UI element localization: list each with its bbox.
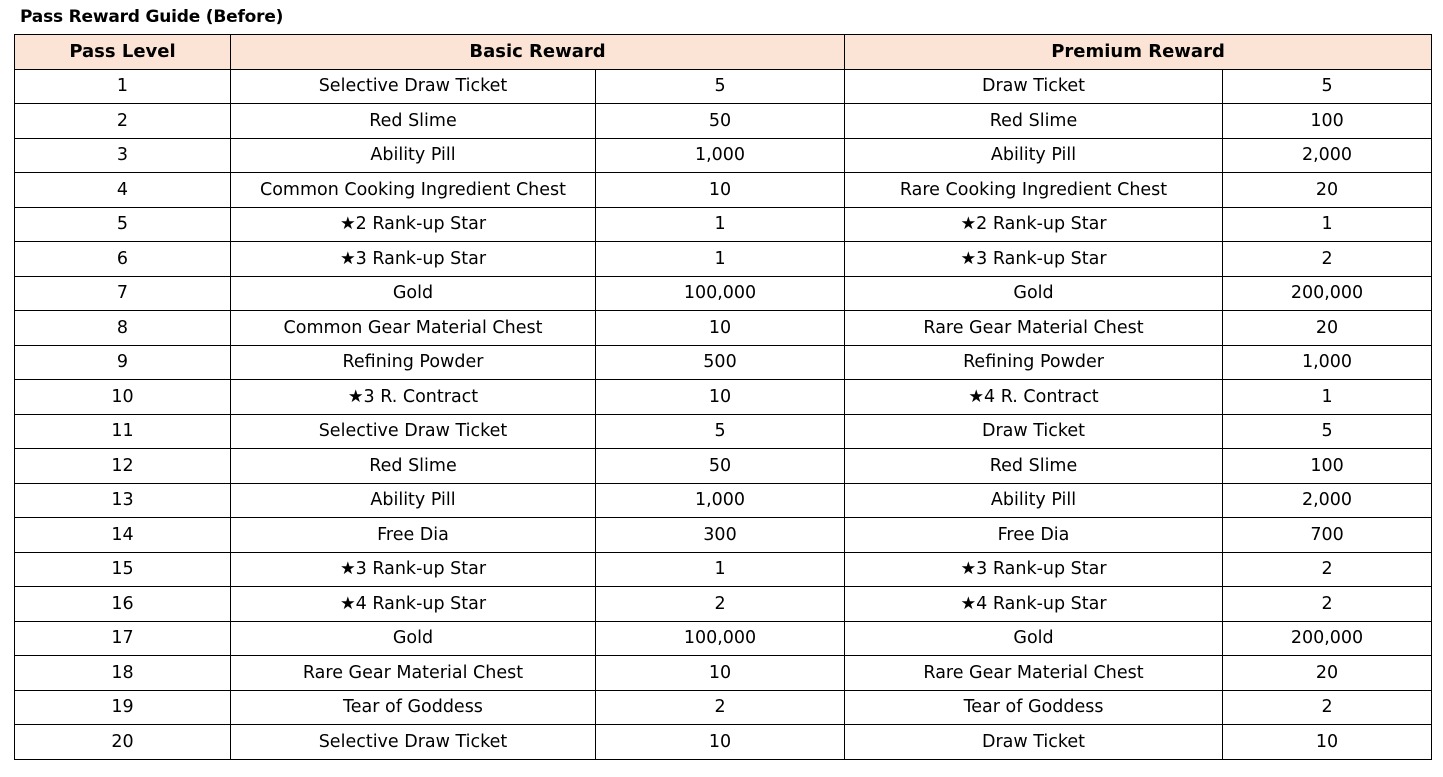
cell-premium-quantity: 2,000 — [1223, 483, 1432, 518]
pass-reward-table — [14, 34, 1432, 760]
cell-premium-quantity: 700 — [1223, 518, 1432, 553]
cell-premium-item: Red Slime — [845, 449, 1223, 484]
cell-pass-level: 7 — [15, 276, 231, 311]
cell-premium-item: Tear of Goddess — [845, 690, 1223, 725]
cell-basic-item: Rare Gear Material Chest — [231, 656, 596, 691]
cell-basic-item: Red Slime — [231, 449, 596, 484]
cell-premium-item: Gold — [845, 621, 1223, 656]
table-row — [15, 414, 1432, 449]
cell-basic-quantity: 10 — [596, 311, 845, 346]
header-premium-reward: Premium Reward — [845, 35, 1432, 70]
cell-premium-quantity: 1 — [1223, 207, 1432, 242]
cell-basic-item: ★3 Rank-up Star — [231, 552, 596, 587]
cell-pass-level: 1 — [15, 69, 231, 104]
cell-pass-level: 3 — [15, 138, 231, 173]
cell-pass-level: 11 — [15, 414, 231, 449]
table-row — [15, 242, 1432, 277]
header-basic-reward: Basic Reward — [231, 35, 845, 70]
cell-basic-quantity: 1 — [596, 242, 845, 277]
cell-pass-level: 19 — [15, 690, 231, 725]
cell-basic-quantity: 1 — [596, 207, 845, 242]
table-row — [15, 345, 1432, 380]
cell-pass-level: 20 — [15, 725, 231, 760]
cell-basic-quantity: 100,000 — [596, 621, 845, 656]
page-title: Pass Reward Guide (Before) — [20, 7, 284, 27]
cell-basic-quantity: 1,000 — [596, 483, 845, 518]
table-row — [15, 69, 1432, 104]
cell-premium-quantity: 100 — [1223, 104, 1432, 139]
cell-premium-item: Ability Pill — [845, 138, 1223, 173]
cell-basic-item: Refining Powder — [231, 345, 596, 380]
cell-basic-item: Gold — [231, 621, 596, 656]
cell-basic-item: Free Dia — [231, 518, 596, 553]
table-header-row — [15, 35, 1432, 70]
cell-basic-quantity: 10 — [596, 173, 845, 208]
cell-basic-item: Common Cooking Ingredient Chest — [231, 173, 596, 208]
cell-premium-item: Refining Powder — [845, 345, 1223, 380]
table-row — [15, 483, 1432, 518]
table-row — [15, 690, 1432, 725]
cell-basic-quantity: 10 — [596, 656, 845, 691]
table-row — [15, 621, 1432, 656]
table-row — [15, 104, 1432, 139]
table-row — [15, 587, 1432, 622]
cell-basic-quantity: 50 — [596, 104, 845, 139]
cell-pass-level: 4 — [15, 173, 231, 208]
cell-basic-item: Gold — [231, 276, 596, 311]
cell-basic-item: Selective Draw Ticket — [231, 69, 596, 104]
cell-premium-quantity: 10 — [1223, 725, 1432, 760]
cell-premium-quantity: 200,000 — [1223, 276, 1432, 311]
cell-premium-item: ★3 Rank-up Star — [845, 552, 1223, 587]
cell-basic-item: Tear of Goddess — [231, 690, 596, 725]
cell-pass-level: 6 — [15, 242, 231, 277]
cell-pass-level: 10 — [15, 380, 231, 415]
cell-premium-quantity: 20 — [1223, 656, 1432, 691]
cell-pass-level: 5 — [15, 207, 231, 242]
cell-basic-quantity: 1 — [596, 552, 845, 587]
table-body — [15, 69, 1432, 759]
cell-basic-quantity: 2 — [596, 587, 845, 622]
cell-basic-item: Ability Pill — [231, 483, 596, 518]
cell-premium-item: Draw Ticket — [845, 725, 1223, 760]
cell-basic-item: Common Gear Material Chest — [231, 311, 596, 346]
cell-basic-quantity: 2 — [596, 690, 845, 725]
cell-basic-item: ★3 R. Contract — [231, 380, 596, 415]
table-row — [15, 380, 1432, 415]
cell-basic-quantity: 10 — [596, 725, 845, 760]
cell-premium-item: ★4 Rank-up Star — [845, 587, 1223, 622]
table-row — [15, 518, 1432, 553]
cell-pass-level: 2 — [15, 104, 231, 139]
cell-premium-quantity: 200,000 — [1223, 621, 1432, 656]
cell-premium-quantity: 5 — [1223, 69, 1432, 104]
cell-basic-quantity: 500 — [596, 345, 845, 380]
cell-basic-item: ★3 Rank-up Star — [231, 242, 596, 277]
cell-basic-item: Selective Draw Ticket — [231, 725, 596, 760]
cell-premium-quantity: 5 — [1223, 414, 1432, 449]
table-row — [15, 207, 1432, 242]
cell-premium-item: Ability Pill — [845, 483, 1223, 518]
cell-basic-item: Ability Pill — [231, 138, 596, 173]
cell-basic-item: ★2 Rank-up Star — [231, 207, 596, 242]
header-pass-level: Pass Level — [15, 35, 231, 70]
cell-premium-quantity: 2 — [1223, 690, 1432, 725]
cell-basic-quantity: 50 — [596, 449, 845, 484]
cell-premium-item: Rare Gear Material Chest — [845, 656, 1223, 691]
cell-pass-level: 17 — [15, 621, 231, 656]
table-row — [15, 276, 1432, 311]
cell-premium-item: ★3 Rank-up Star — [845, 242, 1223, 277]
table-row — [15, 552, 1432, 587]
cell-pass-level: 8 — [15, 311, 231, 346]
cell-pass-level: 16 — [15, 587, 231, 622]
cell-premium-quantity: 2,000 — [1223, 138, 1432, 173]
cell-pass-level: 15 — [15, 552, 231, 587]
cell-pass-level: 13 — [15, 483, 231, 518]
table-row — [15, 449, 1432, 484]
cell-basic-item: Selective Draw Ticket — [231, 414, 596, 449]
table-row — [15, 173, 1432, 208]
cell-pass-level: 12 — [15, 449, 231, 484]
cell-premium-quantity: 20 — [1223, 311, 1432, 346]
table-row — [15, 311, 1432, 346]
cell-premium-item: ★4 R. Contract — [845, 380, 1223, 415]
cell-basic-item: Red Slime — [231, 104, 596, 139]
cell-pass-level: 14 — [15, 518, 231, 553]
table-row — [15, 138, 1432, 173]
cell-basic-quantity: 10 — [596, 380, 845, 415]
cell-premium-item: Rare Gear Material Chest — [845, 311, 1223, 346]
cell-premium-item: Rare Cooking Ingredient Chest — [845, 173, 1223, 208]
cell-pass-level: 9 — [15, 345, 231, 380]
cell-premium-quantity: 2 — [1223, 552, 1432, 587]
cell-basic-quantity: 100,000 — [596, 276, 845, 311]
cell-basic-quantity: 300 — [596, 518, 845, 553]
cell-premium-quantity: 2 — [1223, 242, 1432, 277]
cell-pass-level: 18 — [15, 656, 231, 691]
cell-premium-item: ★2 Rank-up Star — [845, 207, 1223, 242]
table-row — [15, 725, 1432, 760]
cell-premium-quantity: 100 — [1223, 449, 1432, 484]
cell-premium-quantity: 1 — [1223, 380, 1432, 415]
cell-premium-quantity: 20 — [1223, 173, 1432, 208]
cell-premium-quantity: 2 — [1223, 587, 1432, 622]
cell-premium-quantity: 1,000 — [1223, 345, 1432, 380]
cell-premium-item: Free Dia — [845, 518, 1223, 553]
cell-basic-quantity: 1,000 — [596, 138, 845, 173]
table-row — [15, 656, 1432, 691]
cell-premium-item: Red Slime — [845, 104, 1223, 139]
cell-premium-item: Draw Ticket — [845, 414, 1223, 449]
cell-basic-quantity: 5 — [596, 414, 845, 449]
cell-premium-item: Draw Ticket — [845, 69, 1223, 104]
cell-basic-item: ★4 Rank-up Star — [231, 587, 596, 622]
cell-basic-quantity: 5 — [596, 69, 845, 104]
cell-premium-item: Gold — [845, 276, 1223, 311]
